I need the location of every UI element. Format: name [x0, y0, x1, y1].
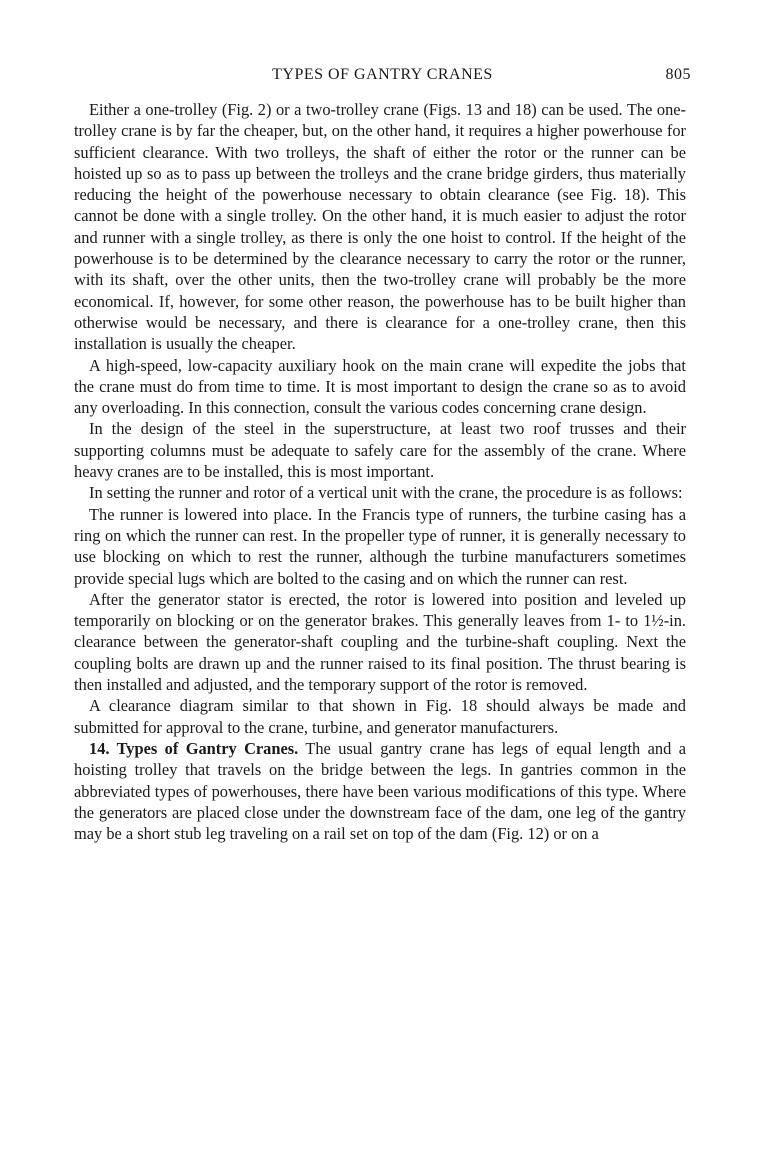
paragraph-setting-procedure: In setting the runner and rotor of a vertical unit with the crane, the procedure is as follows: [89, 483, 683, 503]
paragraph-crane-trolley-choice: Either a one-trolley (Fig. 2) or a two-trolley crane (Figs. 13 and 18) can be used. The one-trolley crane is by far the cheaper, but, on the other hand, it requires a higher powerhouse for sufficient clearance. With two trolleys, the shaft of either the rotor or the runner can be hoisted up so as to pass up between the trolleys and the crane bridge girders, thus materially reducing the height of the powerhouse necessary to obtain clearance (see Fig. 18). This cannot be done with a single trolley. On the other hand, it is much easier to adjust the rotor and runner with a single trolley, as there is only the one hoist to control. If the height of the powerhouse is to be determined by the clearance necessary to carry the rotor or the runner, with its shaft, over the other units, then the two-trolley crane will probably be the more economical. If, however, for some other reason, the powerhouse has to be built higher than otherwise would be necessary, and there is clearance for a one-trolley crane, then this installation is usually the cheaper. [74, 100, 686, 354]
paragraph-gantry-types [74, 738, 686, 844]
paragraph-runner-lowering: The runner is lowered into place. In the Francis type of runners, the turbine casing has a ring on which the runner can rest. In the propeller type of runner, it is generally necessary to use blocking on which to rest the runner, although the turbine manufacturers sometimes provide special lugs which are bolted to the casing and on which the runner can rest. [74, 504, 686, 588]
paragraph-auxiliary-hook: A high-speed, low-capacity auxiliary hook on the main crane will expedite the jobs that the crane must do from time to time. It is most important to design the crane so as to avoid any overloading. In this connection, consult the various codes concerning crane design. [74, 355, 686, 418]
paragraph-clearance-diagram: A clearance diagram similar to that shown in Fig. 18 should always be made and submitted for approval to the crane, turbine, and generator manufacturers. [74, 696, 686, 737]
running-head [74, 66, 691, 90]
paragraph-rotor-lowering: After the generator stator is erected, the rotor is lowered into position and leveled up temporarily on blocking or on the generator brakes. This generally leaves from 1- to 1½-in. clearance between the generator-shaft coupling and the turbine-shaft coupling. Next the coupling bolts are drawn up and the runner raised to its final position. The thrust bearing is then installed and adjusted, and the temporary support of the rotor is removed. [74, 589, 686, 695]
section-text: The usual gantry crane has legs of equal length and a hoisting trolley that travels on the bridge between the legs. In gantries common in the abbreviated types of powerhouses, there have been various modifications of this type. Where the generators are placed close under the downstream face of the dam, one leg of the gantry may be a short stub leg traveling on a rail set on top of the dam (Fig. 12) or on a [74, 738, 686, 844]
paragraph-superstructure-steel: In the design of the steel in the superstructure, at least two roof trusses and their supporting columns must be adequate to safely care for the assembly of the crane. Where heavy cranes are to be installed, this is most important. [74, 419, 686, 482]
running-title: TYPES OF GANTRY CRANES [272, 66, 493, 83]
page-number: 805 [665, 66, 691, 83]
body-text [74, 99, 686, 844]
section-heading: 14. Types of Gantry Cranes. [89, 738, 299, 758]
